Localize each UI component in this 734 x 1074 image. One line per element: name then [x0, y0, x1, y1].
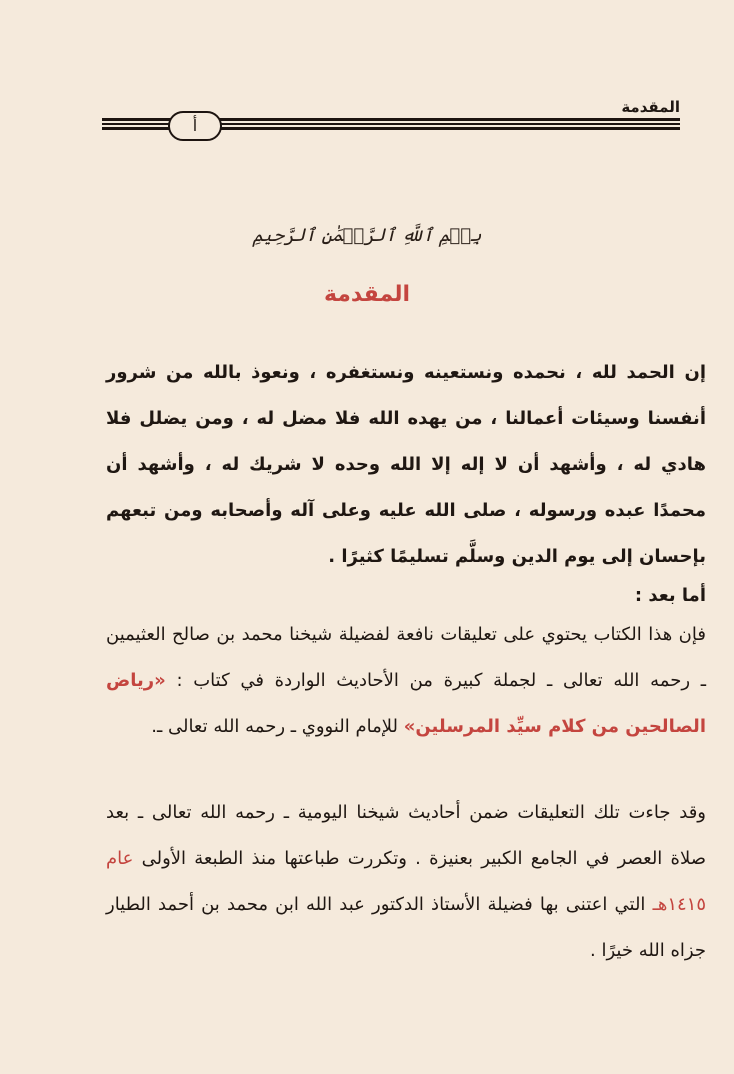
year-highlight: عام ١٤١٥هـ	[106, 848, 706, 915]
paragraph-text	[106, 612, 706, 750]
intro-paragraph	[106, 350, 706, 580]
running-header-title: المقدمة	[621, 98, 680, 116]
paragraph-text	[106, 790, 706, 974]
page-number: أ	[168, 111, 222, 141]
chapter-title: المقدمة	[323, 282, 411, 307]
paragraph-publication-history	[106, 790, 706, 974]
basmala: بِسۡمِ ٱللَّهِ ٱلرَّحۡمَٰنِ ٱلرَّحِيمِ	[252, 225, 482, 246]
intro-text: إن الحمد لله ، نحمده ونستعينه ونستغفره ، ونعوذ بالله من شرور أنفسنا وسيئات أعمالنا ، من يهده الله فلا مضل له ، ومن يضلل فلا هادي له ، وأشهد أن لا إله إلا الله وحده لا شريك له ، وأشهد أن محمدًا عبده ورسوله ، صلى الله عليه وعلى آله وأصحابه ومن تبعهم بإحسان إلى يوم الدين وسلَّم تسليمًا كثيرًا .	[106, 362, 706, 567]
book-title: «رياض الصالحين من كلام سيِّد المرسلين»	[106, 670, 706, 737]
text-run: للإمام النووي ـ رحمه الله تعالى ـ.	[151, 716, 404, 737]
text-run: وقد جاءت تلك التعليقات ضمن أحاديث شيخنا اليومية ـ رحمه الله تعالى ـ بعد صلاة العصر في الجامع الكبير بعنيزة . وتكررت طباعتها منذ الطبعة الأولى	[106, 802, 706, 869]
text-run: التي اعتنى بها فضيلة الأستاذ الدكتور عبد الله ابن محمد بن أحمد الطيار جزاه الله خيرًا .	[106, 894, 706, 961]
page-header	[100, 98, 680, 134]
text-run: فإن هذا الكتاب يحتوي على تعليقات نافعة لفضيلة شيخنا محمد بن صالح العثيمين ـ رحمه الله تعالى ـ لجملة كبيرة من الأحاديث الواردة في كتاب :	[106, 624, 706, 691]
ama-baad-text: أما بعد :	[634, 585, 706, 606]
paragraph-book-description	[106, 612, 706, 750]
